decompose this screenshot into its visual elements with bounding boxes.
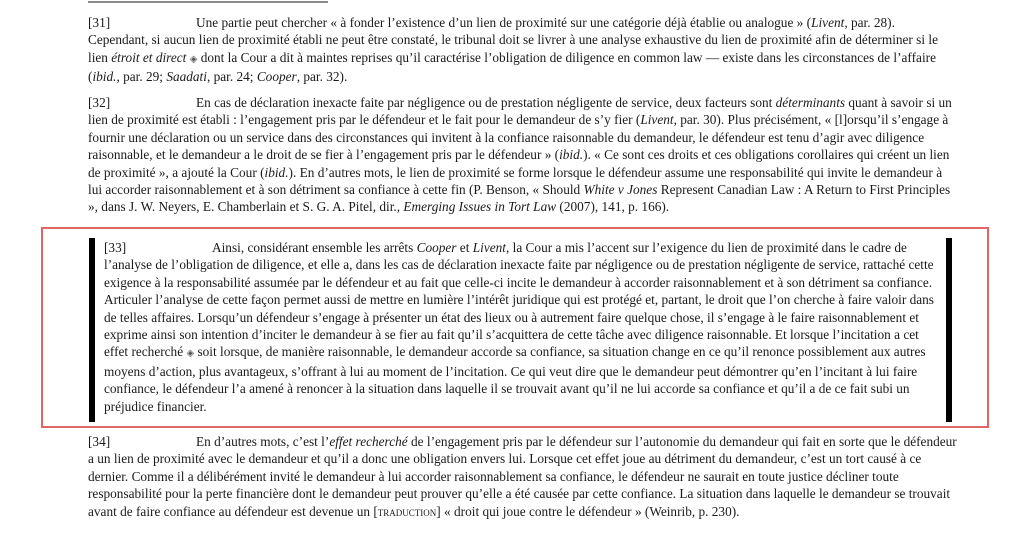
paragraph-31	[88, 14, 958, 86]
paragraph-body: En d’autres mots, c’est l’effet recherché de l’engagement pris par le défendeur sur l’autonomie du demandeur qui fait en sorte que le défendeur a un lien de proximité avec le demandeur et qu’il a donc une obligation envers lui. Lorsque cet effet joue au détriment du demandeur, c’est un tort causé à ce dernier. Comme il a délibérément invité le demandeur à lui accorder raisonnablement sa confiance, le défendeur ne saurait en toute justice décliner toute responsabilité pour la perte financière dont le demandeur peut prouver qu’elle a été causée par cette confiance. La situation dans laquelle le demandeur se trouvait avant de faire confiance au défendeur est devenue un [traduction] « droit qui joue contre le défendeur » (Weinrib, p. 230).	[88, 434, 957, 519]
paragraph-body: En cas de déclaration inexacte faite par négligence ou de prestation négligente de service, deux facteurs sont déterminants quant à savoir si un lien de proximité est établi : l’engagement pris par le défendeur et le fait pour le demandeur de s’y fier (Livent, par. 30). Plus précisément, « [l]orsqu’il s’engage à fournir une déclaration ou un service dans des circonstances qui invitent à la confiance raisonnable du demandeur, le défendeur est tenu d’agir avec diligence raisonnable, et le demandeur a le droit de se fier à l’engagement pris par le défendeur » (ibid.). « Ce sont ces droits et ces obligations corollaires qui créent un lien de proximité », a ajouté la Cour (ibid.). En d’autres mots, le lien de proximité se forme lorsque le défendeur assume une responsabilité qui invite le demandeur à lui accorder raisonnablement et à son détriment sa confiance à cette fin (P. Benson, « Should White v Jones Represent Canadian Law : A Return to First Principles », dans J. W. Neyers, E. Chamberlain et S. G. A. Pitel, dir., Emerging Issues in Tort Law (2007), 141, p. 166).	[88, 95, 952, 215]
paragraph-number: [31]	[88, 15, 111, 30]
cut-off-previous-text	[88, 0, 948, 4]
left-margin-bar	[89, 238, 95, 422]
paragraph-number: [33]	[104, 240, 127, 255]
placeholder-symbol-icon: ◈	[186, 348, 195, 360]
paragraph-34	[88, 433, 958, 520]
right-margin-bar	[946, 238, 952, 422]
paragraph-body: Une partie peut chercher « à fonder l’existence d’un lien de proximité sur une catégorie déjà établie ou analogue » (Livent, par. 28). Cependant, si aucun lien de proximité établi ne peut être constaté, le tribunal doit se livrer à une analyse exhaustive du lien de proximité afin de déterminer si le lien étroit et direct ◈ dont la Cour a dit à maintes reprises qu’il caractérise l’obligation de diligence en common law — existe dans les circonstances de l’affaire (ibid., par. 29; Saadati, par. 24; Cooper, par. 32).	[88, 15, 938, 85]
paragraph-number: [34]	[88, 434, 111, 449]
paragraph-33	[104, 239, 934, 415]
paragraph-number: [32]	[88, 95, 111, 110]
paragraph-32	[88, 94, 958, 216]
placeholder-symbol-icon: ◈	[189, 53, 198, 65]
paragraph-body: Ainsi, considérant ensemble les arrêts Cooper et Livent, la Cour a mis l’accent sur l’exigence du lien de proximité dans le cadre de l’analyse de l’obligation de diligence, et elle a, dans les cas de déclaration inexacte faite par négligence ou de prestation négligente de service, rattaché cette exigence à la responsabilité assumée par le défendeur et au fait que celle-ci incite le demandeur à accorder raisonnablement et à son détriment sa confiance. Articuler l’analyse de cette façon permet aussi de mettre en lumière l’intérêt juridique qui est protégé et, partant, le droit que l’on cherche à faire valoir dans de telles affaires. Lorsqu’un défendeur s’engage à présenter un état des lieux ou à autrement faire quelque chose, il s’engage à le faire raisonnablement et exprime ainsi son intention d’inciter le demandeur à se fier au fait qu’il s’acquittera de cette tâche avec diligence raisonnable. Et lorsque l’incitation a cet effet recherché ◈ soit lorsque, de manière raisonnable, le demandeur accorde sa confiance, sa situation change en ce qu’il renonce possiblement aux autres moyens d’action, plus avantageux, s’offrant à lui au moment de l’incitation. Ce qui veut dire que le demandeur peut démontrer qu’en l’incitant à lui faire confiance, le défendeur l’a amené à renoncer à la situation dans laquelle il se trouvait avant qu’il ne lui accorde sa confiance et qu’il a de ce fait subi un préjudice financier.	[104, 240, 934, 414]
